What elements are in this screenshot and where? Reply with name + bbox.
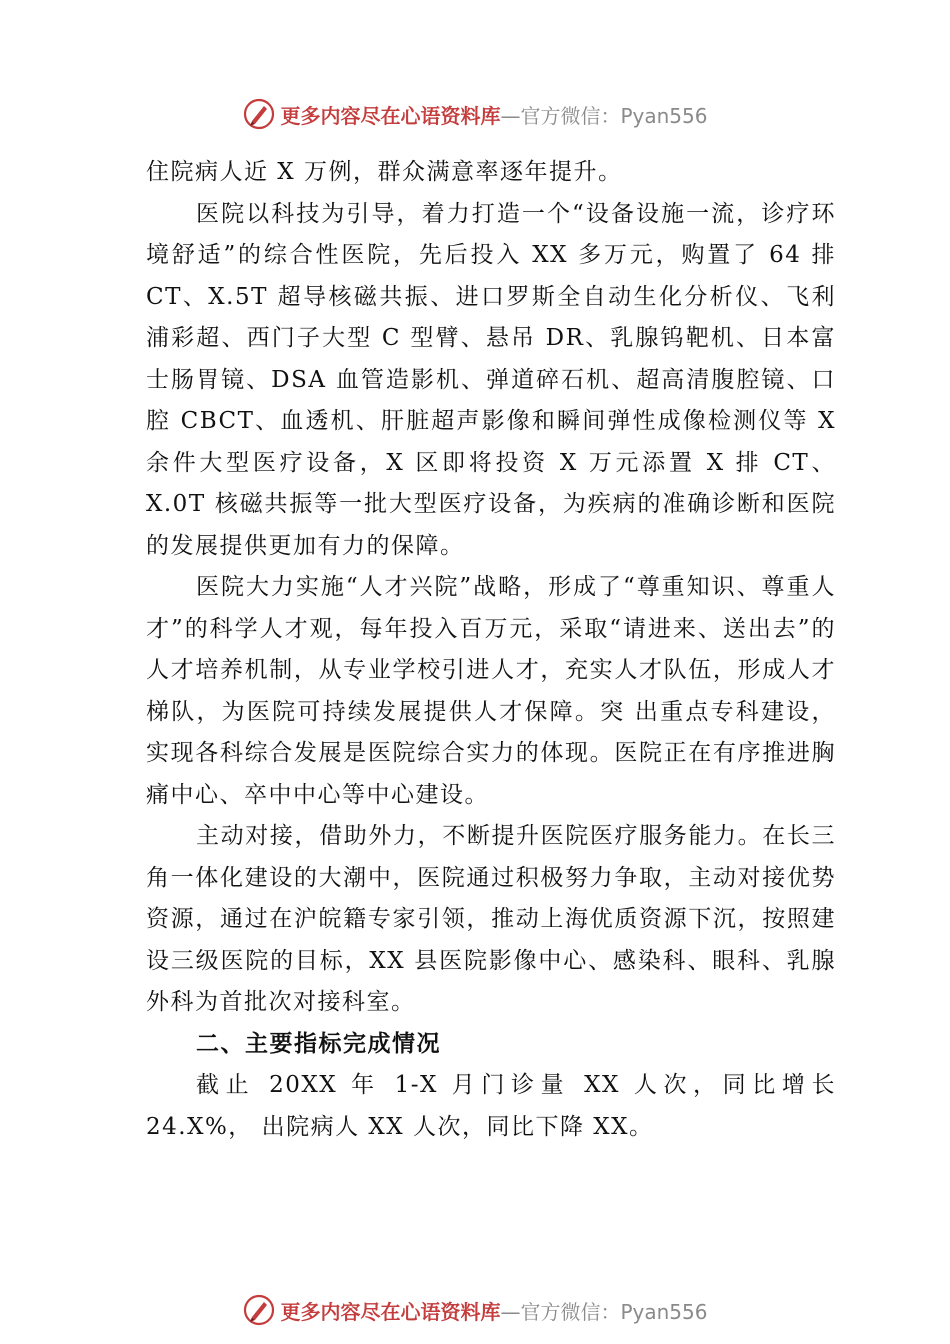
banner-wechat: —官方微信：Pyan556 bbox=[500, 103, 708, 128]
section-heading: 二、主要指标完成情况 bbox=[196, 1030, 441, 1057]
paragraph-1: 住院病人近 X 万例，群众满意率逐年提升。 bbox=[146, 159, 623, 185]
document-body bbox=[146, 152, 836, 1148]
paragraph-5: 截止 20XX 年 1-X 月门诊量 XX 人次，同比增长 24.X%， 出院病人 XX 人次，同比下降 XX。 bbox=[146, 1072, 836, 1140]
footer-banner bbox=[0, 1293, 950, 1327]
banner-wechat: —官方微信：Pyan556 bbox=[500, 1299, 708, 1324]
pen-logo-icon bbox=[242, 97, 276, 131]
paragraph-4: 主动对接，借助外力，不断提升医院医疗服务能力。在长三角一体化建设的大潮中，医院通过积极努力争取，主动对接优势资源，通过在沪皖籍专家引领，推动上海优质资源下沉，按照建设三级医院的目标，XX 县医院影像中心、感染科、眼科、乳腺外科为首批次对接科室。 bbox=[146, 823, 836, 1015]
paragraph-2: 医院以科技为引导，着力打造一个“设备设施一流，诊疗环境舒适”的综合性医院，先后投入 XX 多万元，购置了 64 排 CT、X.5T 超导核磁共振、进口罗斯全自动生化分析仪、飞利浦彩超、西门子大型 C 型臂、悬吊 DR、乳腺钨靶机、日本富士肠胃镜、DSA 血管造影机、弹道碎石机、超高清腹腔镜、口腔 CBCT、血透机、肝脏超声影像和瞬间弹性成像检测仪等 X 余件大型医疗设备，X 区即将投资 X 万元添置 X 排 CT、X.0T 核磁共振等一批大型医疗设备，为疾病的准确诊断和医院的发展提供更加有力的保障。 bbox=[146, 200, 836, 559]
banner-site-name: 更多内容尽在心语资料库 bbox=[280, 1299, 501, 1324]
paragraph-3: 医院大力实施“人才兴院”战略，形成了“尊重知识、尊重人才”的科学人才观，每年投入百万元，采取“请进来、送出去”的人才培养机制，从专业学校引进人才，充实人才队伍，形成人才梯队，为医院可持续发展提供人才保障。突 出重点专科建设，实现各科综合发展是医院综合实力的体现。医院正在有序推进胸痛中心、卒中中心等中心建设。 bbox=[146, 574, 836, 808]
pen-logo-icon bbox=[242, 1293, 276, 1327]
header-banner bbox=[0, 97, 950, 131]
banner-site-name: 更多内容尽在心语资料库 bbox=[280, 103, 501, 128]
